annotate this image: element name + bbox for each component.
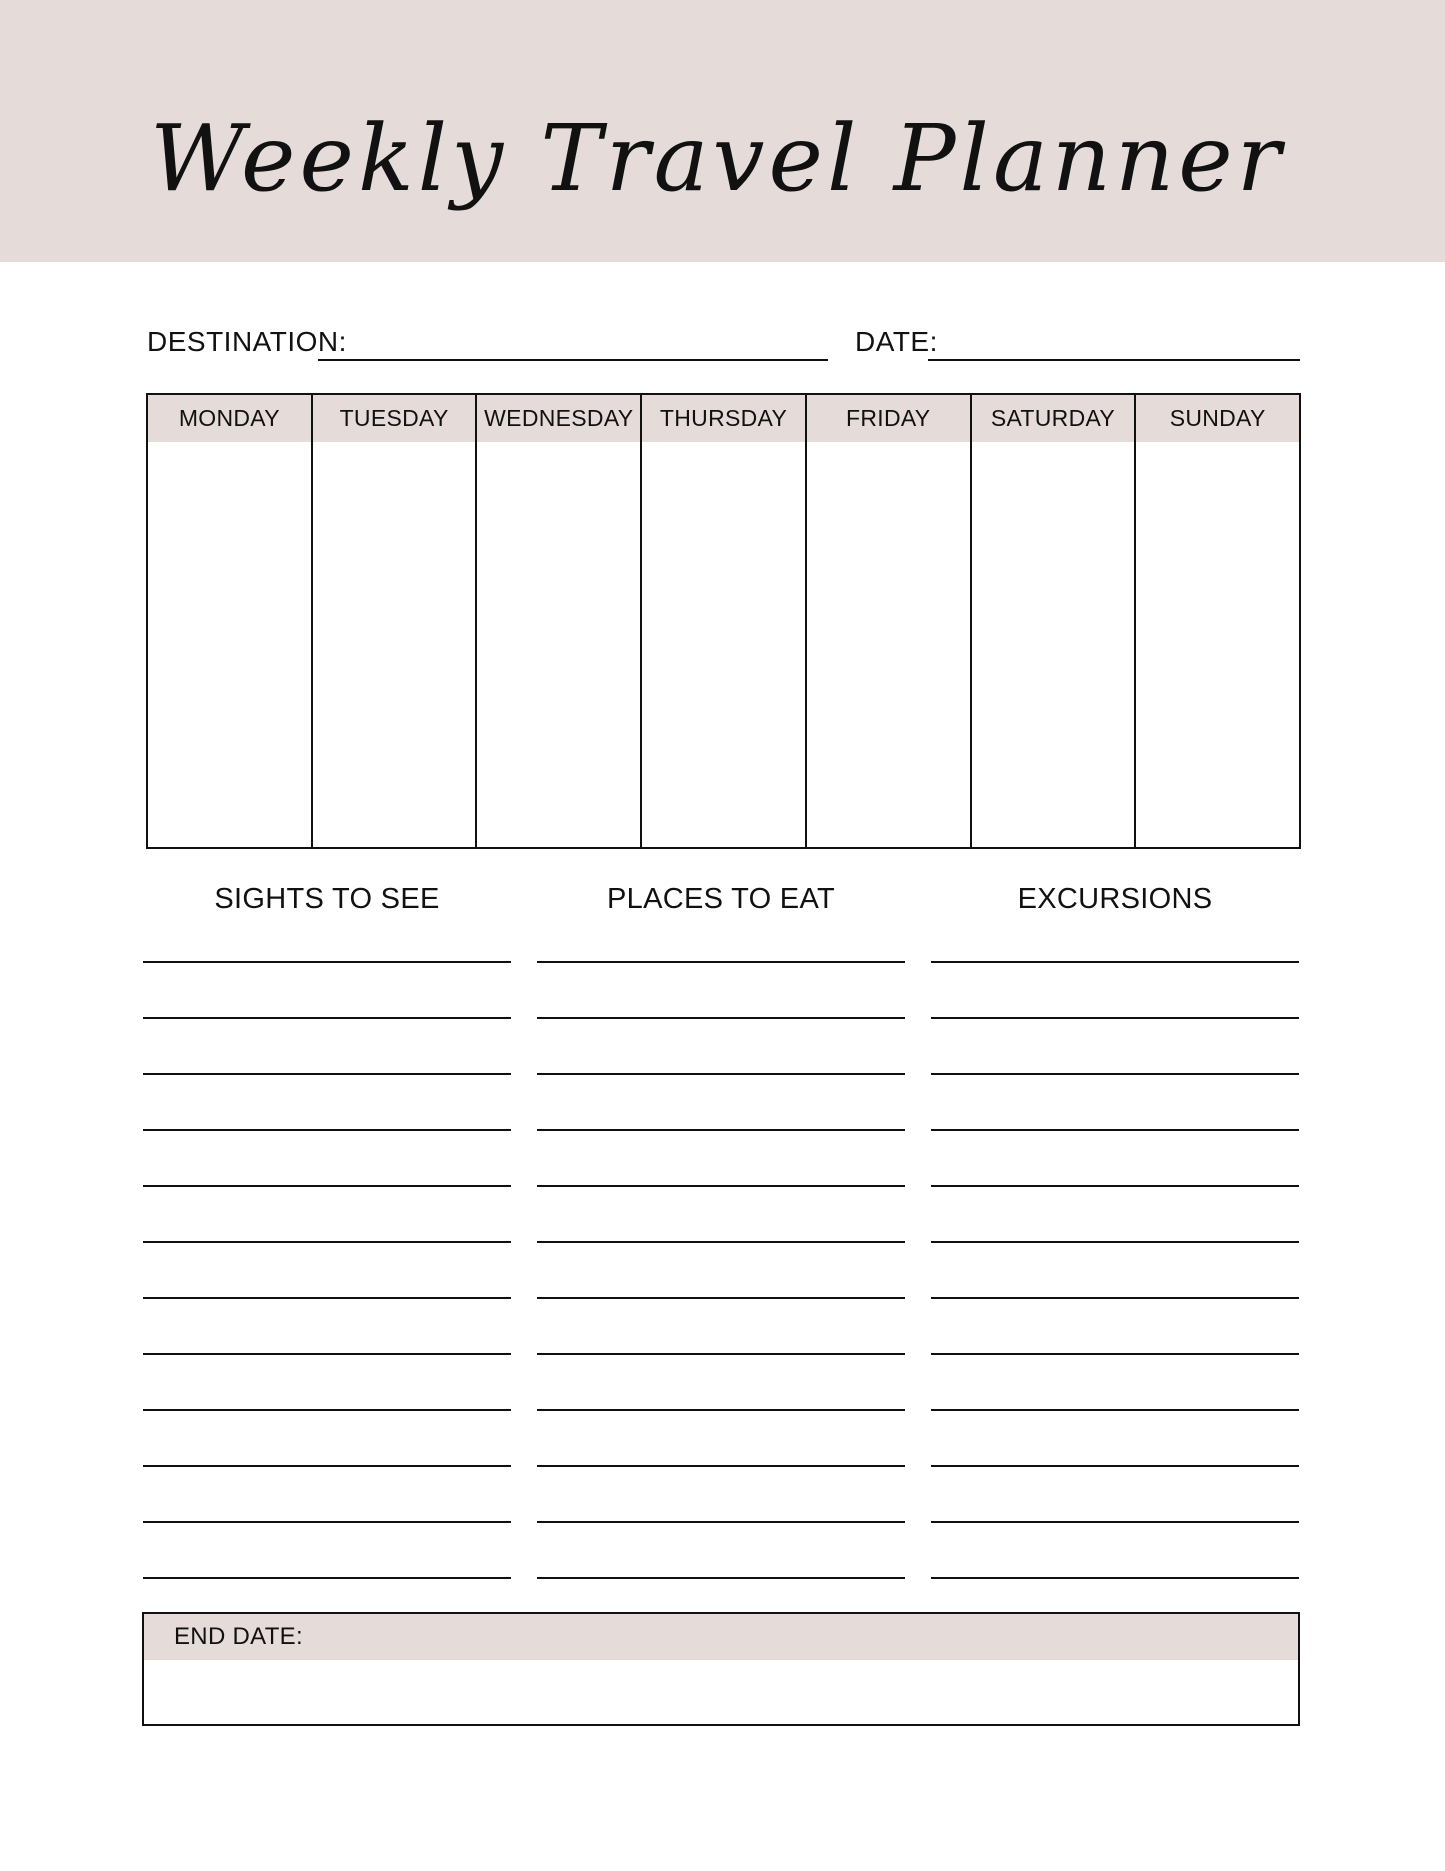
list-writing-line[interactable]	[537, 1073, 905, 1075]
excursions-section	[931, 879, 1299, 919]
day-notes-thursday[interactable]	[642, 442, 805, 847]
sights-to-see-section	[143, 879, 511, 919]
list-writing-line[interactable]	[537, 1521, 905, 1523]
list-writing-line[interactable]	[931, 1521, 1299, 1523]
list-writing-line[interactable]	[931, 1185, 1299, 1187]
day-column-monday	[148, 395, 311, 847]
day-notes-monday[interactable]	[148, 442, 311, 847]
day-header-thursday: THURSDAY	[642, 395, 805, 442]
list-writing-line[interactable]	[537, 961, 905, 963]
day-column-tuesday	[311, 395, 476, 847]
sights-to-see-heading: SIGHTS TO SEE	[214, 883, 440, 915]
list-writing-line[interactable]	[931, 961, 1299, 963]
list-writing-line[interactable]	[931, 1465, 1299, 1467]
list-writing-line[interactable]	[143, 1073, 511, 1075]
day-header-tuesday: TUESDAY	[313, 395, 476, 442]
page-title	[150, 60, 1285, 260]
list-writing-line[interactable]	[143, 961, 511, 963]
list-writing-line[interactable]	[143, 1521, 511, 1523]
excursions-heading: EXCURSIONS	[1017, 883, 1213, 915]
list-writing-line[interactable]	[931, 1241, 1299, 1243]
day-notes-saturday[interactable]	[972, 442, 1135, 847]
day-notes-friday[interactable]	[807, 442, 970, 847]
list-writing-line[interactable]	[931, 1017, 1299, 1019]
day-header-monday: MONDAY	[148, 395, 311, 442]
list-writing-line[interactable]	[931, 1297, 1299, 1299]
list-writing-line[interactable]	[143, 1017, 511, 1019]
list-writing-line[interactable]	[537, 1017, 905, 1019]
list-writing-line[interactable]	[931, 1353, 1299, 1355]
list-writing-line[interactable]	[931, 1129, 1299, 1131]
list-writing-line[interactable]	[143, 1129, 511, 1131]
day-column-friday	[805, 395, 970, 847]
list-writing-line[interactable]	[143, 1241, 511, 1243]
list-writing-line[interactable]	[143, 1409, 511, 1411]
day-column-wednesday	[475, 395, 640, 847]
list-writing-line[interactable]	[931, 1073, 1299, 1075]
day-header-friday: FRIDAY	[807, 395, 970, 442]
end-date-label: END DATE:	[144, 1614, 1298, 1660]
list-writing-line[interactable]	[537, 1465, 905, 1467]
end-date-field[interactable]	[144, 1660, 1298, 1724]
destination-field[interactable]	[318, 359, 828, 361]
places-to-eat-section	[537, 879, 905, 919]
date-label: DATE:	[855, 326, 938, 357]
day-header-saturday: SATURDAY	[972, 395, 1135, 442]
day-column-sunday	[1134, 395, 1299, 847]
day-header-sunday: SUNDAY	[1136, 395, 1299, 442]
list-writing-line[interactable]	[143, 1353, 511, 1355]
places-to-eat-heading: PLACES TO EAT	[607, 883, 835, 915]
list-writing-line[interactable]	[537, 1409, 905, 1411]
list-writing-line[interactable]	[537, 1353, 905, 1355]
list-writing-line[interactable]	[537, 1185, 905, 1187]
list-writing-line[interactable]	[537, 1241, 905, 1243]
list-writing-line[interactable]	[931, 1577, 1299, 1579]
list-writing-line[interactable]	[143, 1185, 511, 1187]
date-field[interactable]	[928, 359, 1300, 361]
weekly-schedule-table	[146, 393, 1301, 849]
list-writing-line[interactable]	[537, 1129, 905, 1131]
list-writing-line[interactable]	[143, 1465, 511, 1467]
day-notes-sunday[interactable]	[1136, 442, 1299, 847]
destination-label: DESTINATION:	[147, 326, 347, 357]
list-writing-line[interactable]	[143, 1577, 511, 1579]
day-column-thursday	[640, 395, 805, 847]
end-date-box	[142, 1612, 1300, 1726]
list-writing-line[interactable]	[931, 1409, 1299, 1411]
day-header-wednesday: WEDNESDAY	[477, 395, 640, 442]
list-writing-line[interactable]	[537, 1297, 905, 1299]
day-column-saturday	[970, 395, 1135, 847]
list-writing-line[interactable]	[143, 1297, 511, 1299]
page-title-text: Weekly Travel Planner	[150, 105, 1285, 212]
day-notes-wednesday[interactable]	[477, 442, 640, 847]
day-notes-tuesday[interactable]	[313, 442, 476, 847]
list-writing-line[interactable]	[537, 1577, 905, 1579]
